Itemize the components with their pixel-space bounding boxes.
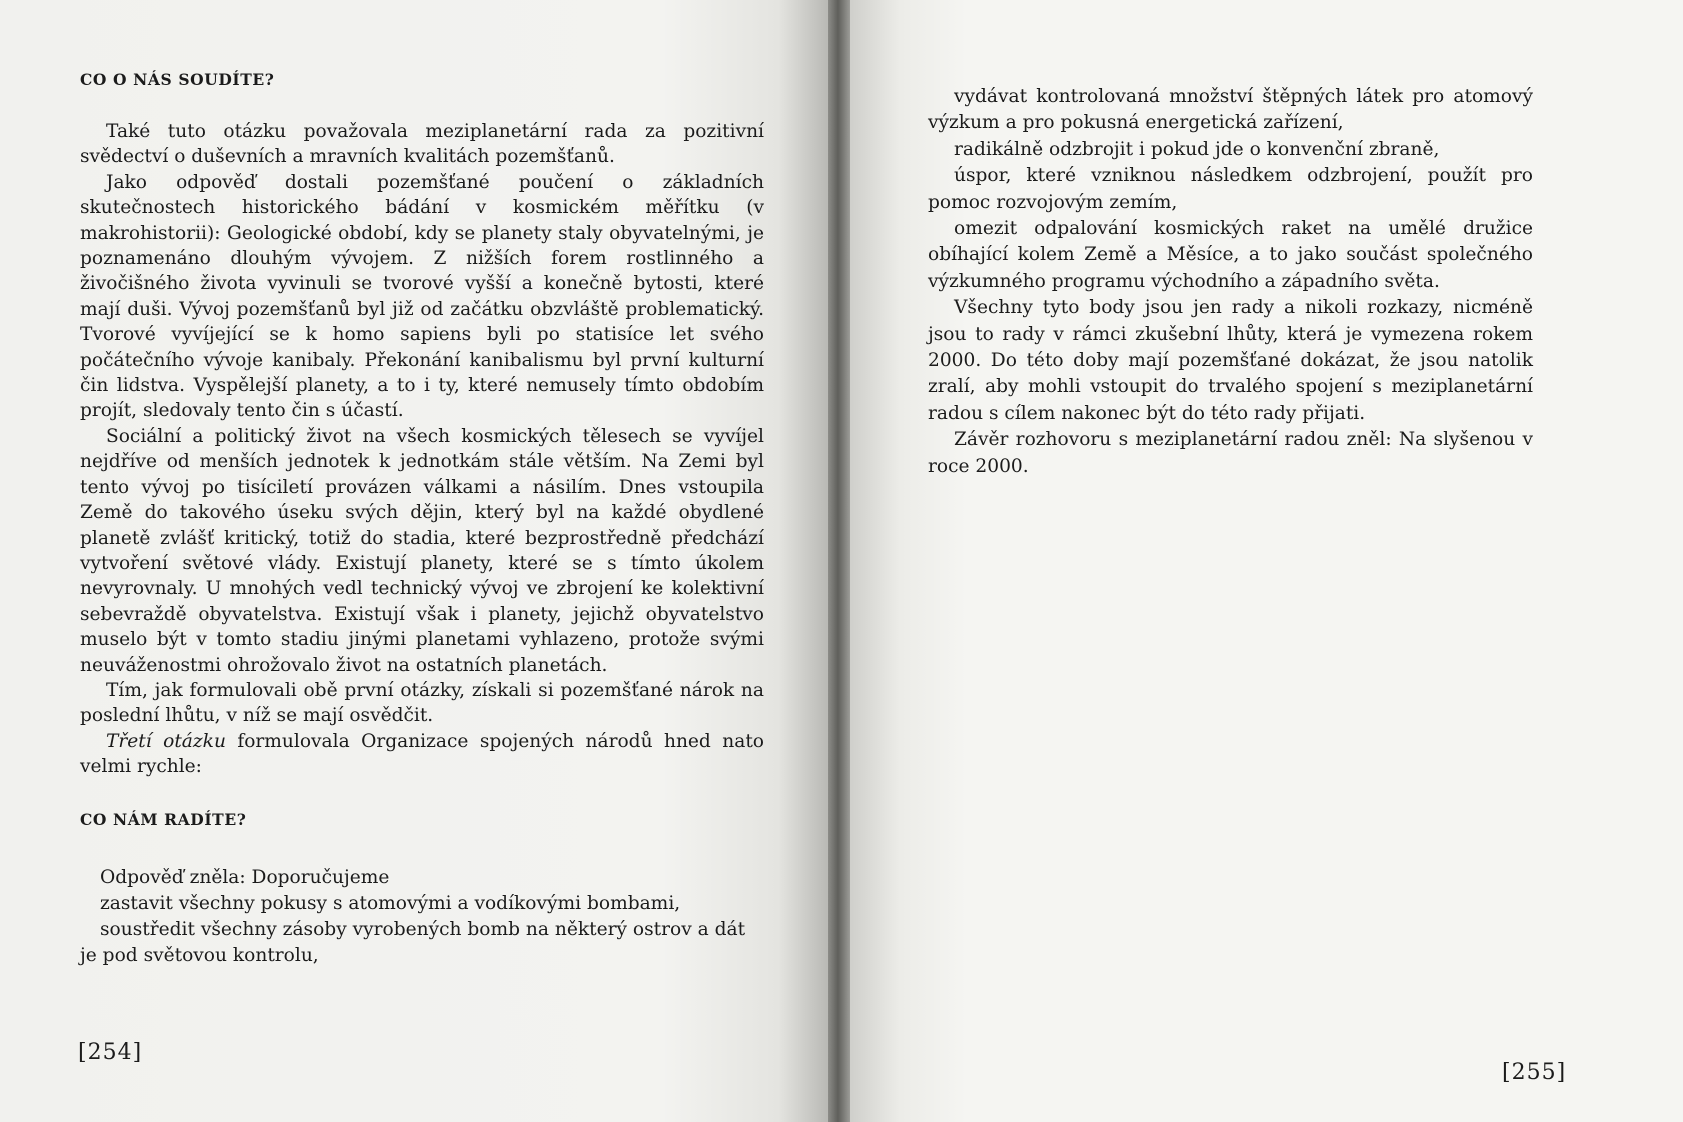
paragraph: Také tuto otázku považovala meziplanetární rada za pozitivní svědectví o duševních a mravních kvalitách pozemšťanů.: [80, 121, 764, 168]
section-heading: CO O NÁS SOUDÍTE?: [80, 70, 275, 89]
right-page: [850, 0, 1683, 1122]
paragraph: Všechny tyto body jsou jen rady a nikoli rozkazy, nicméně jsou to rady v rámci zkušební lhůty, která je vymezena rokem 2000. Do této doby mají pozemšťané dokázat, že jsou natolik zralí, aby mohli vstoupit do trvalého spojení s meziplanetární radou s cílem nakonec být do této rady přijati.: [928, 297, 1533, 424]
paragraph: Tím, jak formulovali obě první otázky, získali si pozemšťané nárok na poslední lhůtu, v níž se mají osvědčit.: [80, 679, 764, 727]
list-item: vydávat kontrolovaná množství štěpných látek pro atomový výzkum a pro pokusná energetická zařízení,: [928, 86, 1533, 134]
list-item: radikálně odzbrojit i pokud jde o konvenční zbraně,: [954, 138, 1440, 160]
page-number: [254]: [78, 1040, 143, 1065]
paragraph: Jako odpověď dostali pozemšťané poučení o základních skutečnostech historického bádání v kosmickém měřítku (v makrohistorii): Geologické období, kdy se planety staly obyvatelnými, je poznamenáno dlouhým vývojem. Z nižších forem rostlinného a živočišného života vyvinuli se tvorové vyšší a konečně bytosti, které mají duši. Vývoj pozemšťanů byl již od začátku obzvláště problematický. Tvorové vyvíjející se k homo sapiens byli po statisíce let svého počátečního vývoje kanibaly. Překonání kanibalismu byl první kulturní čin lidstva. Vyspělejší planety, a to i ty, které nemusely tímto obdobím projít, sledovaly tento čin s účastí.: [80, 171, 764, 422]
list-line: zastavit všechny pokusy s atomovými a vodíkovými bombami,: [100, 892, 681, 914]
list-item: úspor, které vzniknou následkem odzbrojení, použít pro pomoc rozvojovým zemím,: [928, 165, 1533, 213]
book-gutter: [828, 0, 850, 1122]
paragraph-text: formulovala Organizace spojených národů hned nato velmi rychle:: [80, 730, 764, 778]
list-line-continuation: je pod světovou kontrolu,: [80, 944, 319, 966]
answer-intro: Odpověď zněla: Doporučujeme: [100, 866, 390, 888]
page-number: [255]: [1502, 1060, 1567, 1085]
italic-phrase: Třetí otázku: [106, 730, 226, 752]
paragraph: Sociální a politický život na všech kosmických tělesech se vyvíjel nejdříve od menších jednotek k jednotkám stále větším. Na Zemi byl tento vývoj po tisíciletí provázen válkami a násilím. Dnes vstoupila Země do takového úseku svých dějin, který byl na každé obydlené planetě zvlášť kritický, totiž do stadia, které bezprostředně předchází vytvoření světové vlády. Existují planety, které se s tímto úkolem nevyrovnaly. U mnohých vedl technický vývoj ve zbrojení ke kolektivní sebevraždě obyvatelstva. Existují však i planety, jejichž obyvatelstvo muselo být v tomto stadiu jinými planetami vyhlazeno, protože svými neuváženostmi ohrožovalo život na ostatních planetách.: [80, 425, 764, 676]
paragraph: [80, 729, 764, 780]
list-line: soustředit všechny zásoby vyrobených bomb na některý ostrov a dát: [100, 918, 746, 940]
section-heading: CO NÁM RADÍTE?: [80, 809, 247, 829]
list-item: omezit odpalování kosmických raket na umělé družice obíhající kolem Země a Měsíce, a to jako součást společného výzkumného programu východního a západního světa.: [928, 218, 1533, 292]
left-page: [0, 0, 828, 1122]
paragraph: Závěr rozhovoru s meziplanetární radou zněl: Na slyšenou v roce 2000.: [928, 429, 1533, 477]
